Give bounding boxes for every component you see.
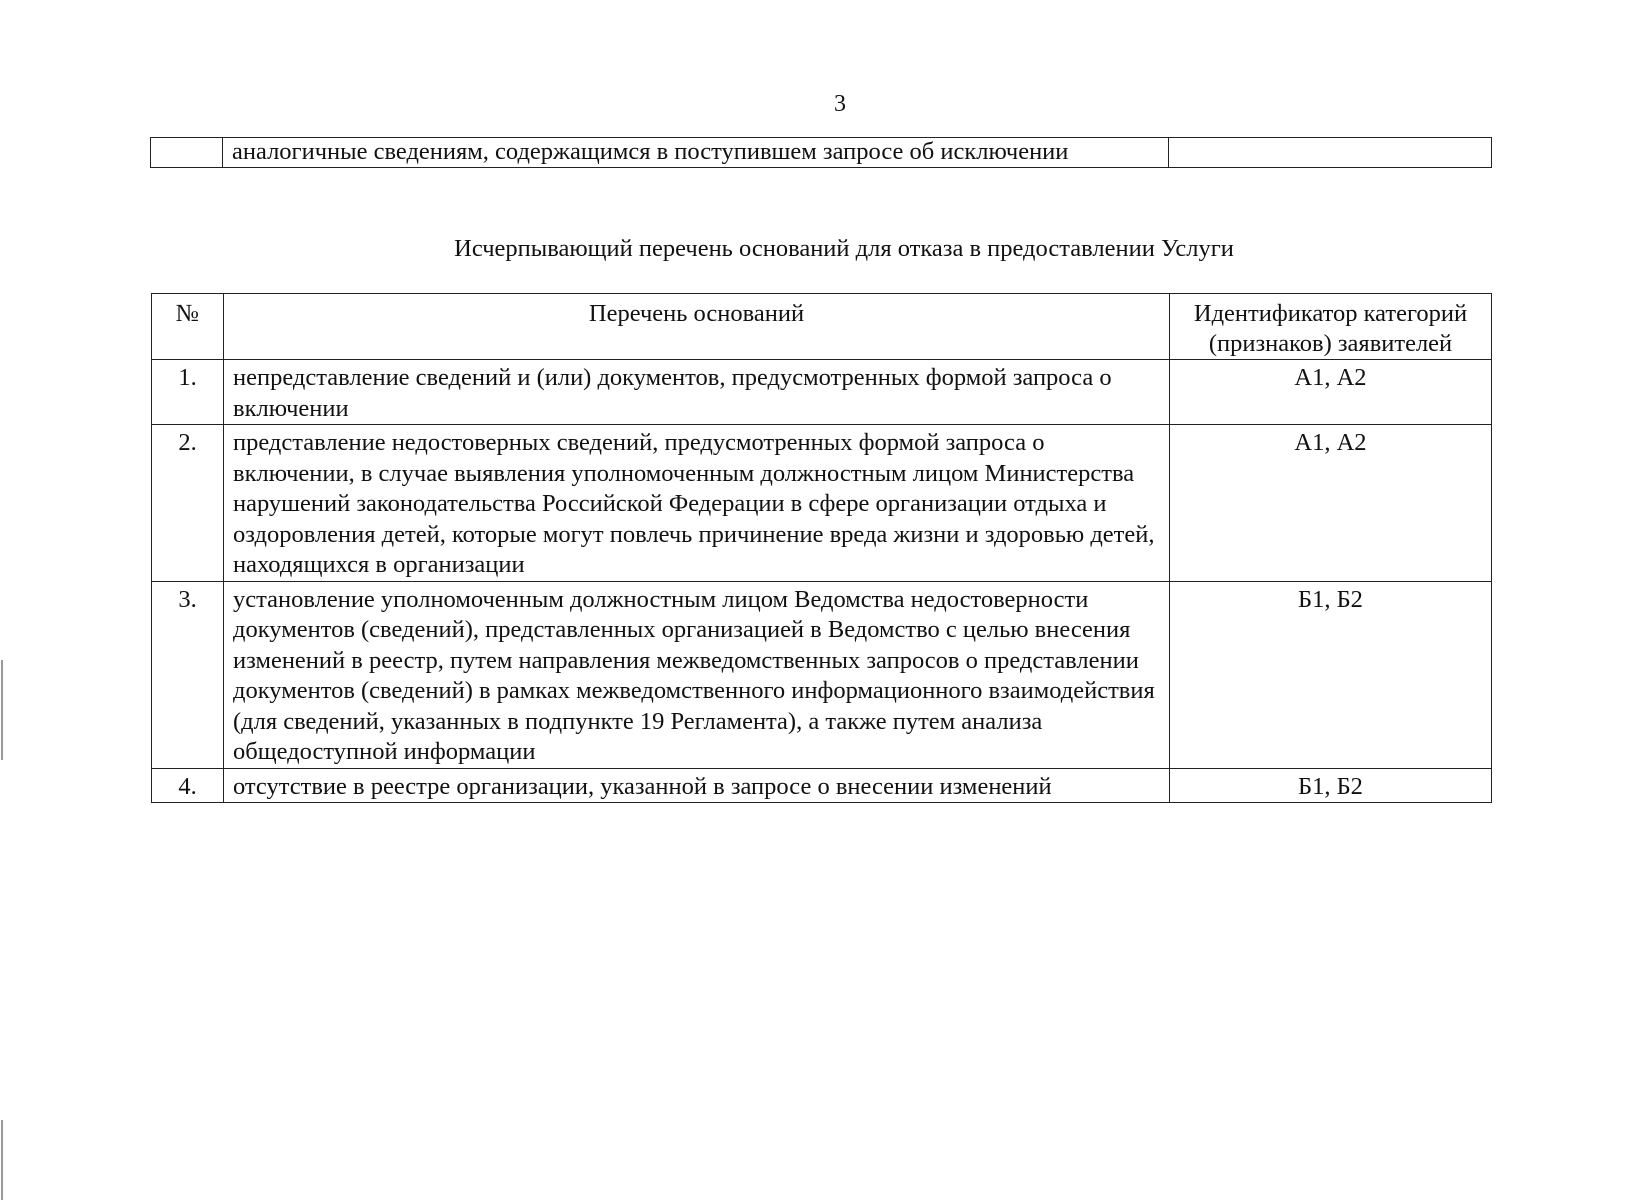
header-identifier: Идентификатор категорий (признаков) заявителей bbox=[1170, 294, 1492, 360]
header-number: № bbox=[152, 294, 224, 360]
row-number-cell bbox=[151, 138, 223, 168]
scan-edge-mark bbox=[1, 1120, 3, 1200]
section-title: Исчерпывающий перечень оснований для отказа в предоставлении Услуги bbox=[454, 235, 1234, 262]
row-text-cell: отсутствие в реестре организации, указанной в запросе о внесении изменений bbox=[224, 768, 1170, 803]
row-number-cell: 3. bbox=[152, 581, 224, 768]
row-identifier-cell: А1, А2 bbox=[1170, 425, 1492, 582]
page-number: 3 bbox=[834, 91, 846, 117]
table-row bbox=[152, 581, 1492, 768]
table-row bbox=[152, 768, 1492, 803]
table-row bbox=[152, 425, 1492, 582]
row-number-cell: 2. bbox=[152, 425, 224, 582]
table-header-row bbox=[152, 294, 1492, 360]
row-identifier-cell: Б1, Б2 bbox=[1170, 581, 1492, 768]
row-text-cell: представление недостоверных сведений, предусмотренных формой запроса о включении, в случае выявления уполномоченным должностным лицом Министерства нарушений законодательства Российской Федерации в сфере организации отдыха и оздоровления детей, которые могут повлечь причинение вреда жизни и здоровью детей, находящихся в организации bbox=[224, 425, 1170, 582]
row-number-cell: 4. bbox=[152, 768, 224, 803]
table-row bbox=[152, 360, 1492, 425]
row-text-cell: установление уполномоченным должностным лицом Ведомства недостоверности документов (сведений), представленных организацией в Ведомство с целью внесения изменений в реестр, путем направления межведомственных запросов о представлении документов (сведений) в рамках межведомственного информационного взаимодействия (для сведений, указанных в подпункте 19 Регламента), а также путем анализа общедоступной информации bbox=[224, 581, 1170, 768]
continuation-table bbox=[150, 137, 1492, 168]
row-identifier-cell: Б1, Б2 bbox=[1170, 768, 1492, 803]
row-number-cell: 1. bbox=[152, 360, 224, 425]
row-text-cell: аналогичные сведениям, содержащимся в поступившем запросе об исключении bbox=[223, 138, 1169, 168]
row-text-cell: непредставление сведений и (или) документов, предусмотренных формой запроса о включении bbox=[224, 360, 1170, 425]
grounds-table bbox=[151, 293, 1492, 803]
scan-edge-mark bbox=[1, 660, 3, 760]
header-grounds: Перечень оснований bbox=[224, 294, 1170, 360]
row-identifier-cell bbox=[1169, 138, 1492, 168]
table-row bbox=[151, 138, 1492, 168]
row-identifier-cell: А1, А2 bbox=[1170, 360, 1492, 425]
